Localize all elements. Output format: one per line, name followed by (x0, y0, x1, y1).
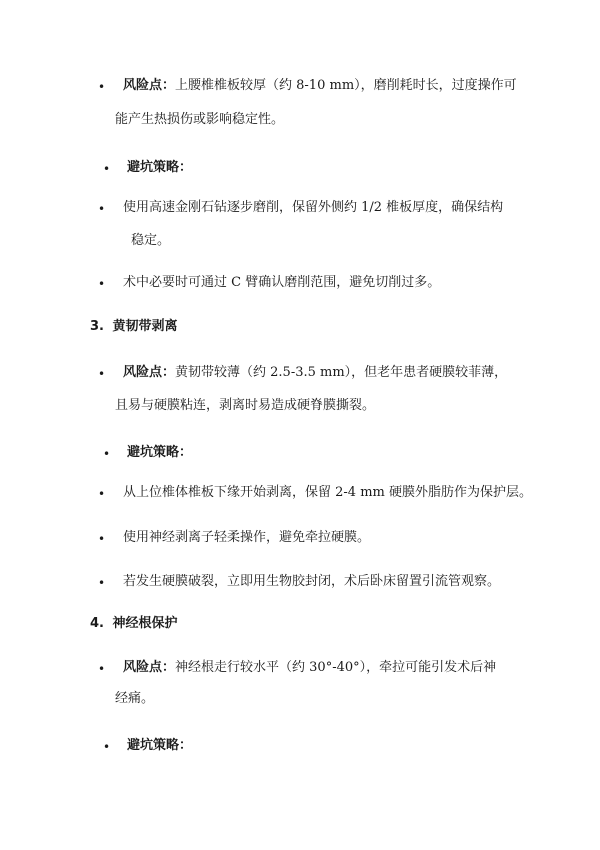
risk-point-paragraph-2 (123, 364, 507, 382)
strategy-item-text-continuation: 稳定。 (131, 233, 171, 248)
strategy-item-text: 从上位椎体椎板下缘开始剥离，保留 2-4 mm 硬膜外脂肪作为保护层。 (123, 485, 532, 500)
risk-point-text-continuation: 能产生热损伤或影响稳定性。 (115, 112, 285, 127)
risk-point-paragraph-3 (123, 659, 496, 677)
avoid-strategy-label: 避坑策略： (127, 445, 193, 460)
section-number: 4. (90, 616, 104, 631)
strategy-item-text: 若发生硬膜破裂，立即用生物胶封闭，术后卧床留置引流管观察。 (123, 574, 501, 589)
bullet-icon: • (98, 662, 106, 676)
bullet-icon: • (98, 576, 106, 590)
bullet-icon: • (98, 202, 106, 216)
strategy-item-text: 术中必要时可通过 C 臂确认磨削范围，避免切削过多。 (123, 275, 441, 290)
bullet-icon: • (98, 80, 106, 94)
bullet-icon: • (103, 447, 111, 461)
risk-point-paragraph-1 (123, 77, 517, 95)
bullet-icon: • (98, 277, 106, 291)
bullet-icon: • (98, 532, 106, 546)
strategy-item-text: 使用高速金刚石钻逐步磨削，保留外侧约 1/2 椎板厚度，确保结构 (123, 200, 504, 215)
risk-point-text: 黄韧带较薄（约 2.5-3.5 mm），但老年患者硬膜较菲薄， (175, 365, 508, 380)
section-heading-3 (90, 318, 178, 336)
risk-point-label: 风险点： (123, 660, 176, 675)
section-number: 3. (90, 319, 104, 334)
section-title: 黄韧带剥离 (112, 319, 178, 334)
bullet-icon: • (98, 487, 106, 501)
avoid-strategy-label: 避坑策略： (127, 160, 193, 175)
risk-point-text-continuation: 且易与硬膜粘连，剥离时易造成硬脊膜撕裂。 (115, 398, 376, 413)
section-title: 神经根保护 (112, 616, 178, 631)
risk-point-label: 风险点： (123, 365, 176, 380)
bullet-icon: • (103, 740, 111, 754)
section-heading-4 (90, 615, 178, 633)
risk-point-label: 风险点： (123, 78, 176, 93)
bullet-icon: • (98, 367, 106, 381)
bullet-icon: • (103, 162, 111, 176)
risk-point-text-continuation: 经痛。 (115, 691, 155, 706)
risk-point-text: 上腰椎椎板较厚（约 8-10 mm），磨削耗时长，过度操作可 (175, 78, 517, 93)
strategy-item-text: 使用神经剥离子轻柔操作，避免牵拉硬膜。 (123, 530, 371, 545)
avoid-strategy-label: 避坑策略： (127, 738, 193, 753)
risk-point-text: 神经根走行较水平（约 30°-40°），牵拉可能引发术后神 (175, 660, 497, 675)
